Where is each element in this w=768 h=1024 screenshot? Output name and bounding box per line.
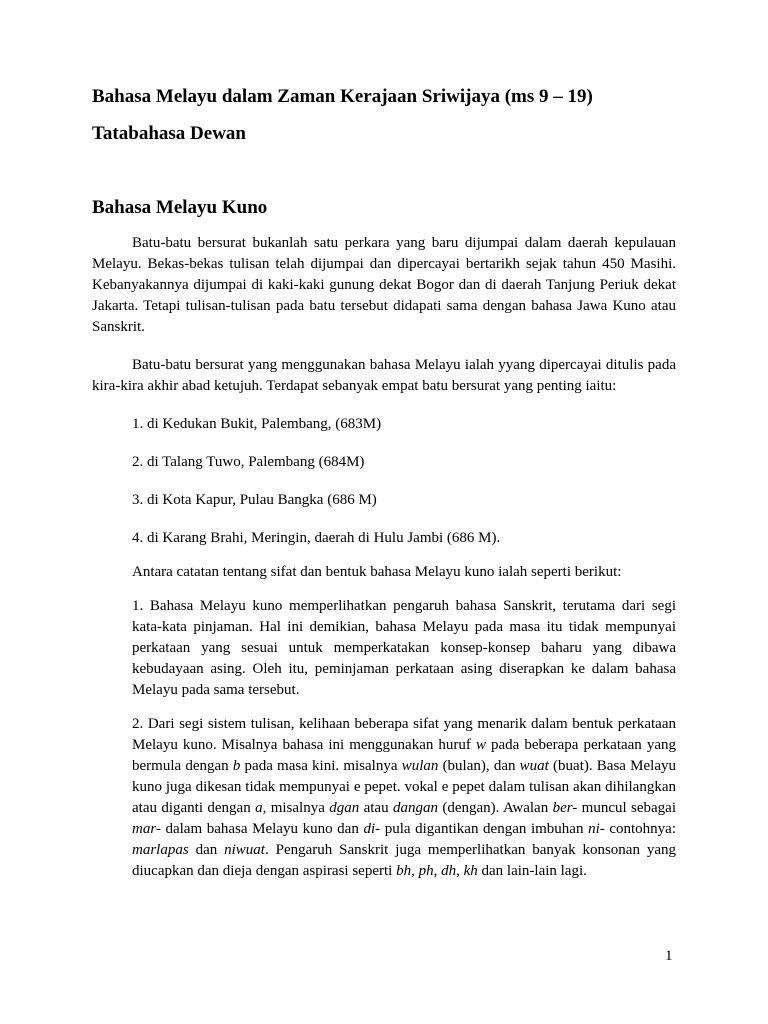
text-run: (buat). Basa Melayu kuno juga dikesan tidak mempunyai e pepet. vokal e pepet dalam tulisan akan dihilangkan atau diganti dengan [132,758,676,816]
traits-intro: Antara catatan tentang sifat dan bentuk bahasa Melayu kuno ialah seperti berikut: [132,564,622,580]
text-run: , [433,863,442,879]
text-run: pada masa kini. misalnya [240,758,402,774]
italic-term: wulan [401,758,439,774]
italic-term: ni- [588,821,605,837]
text-run: atau [359,800,393,816]
italic-term: bh [396,863,412,879]
text-run: 2. Dari segi sistem tulisan, kelihaan beberapa sifat yang menarik dalam bentuk perkataan Melayu kuno. Misalnya bahasa ini menggunakan huruf [132,716,676,753]
text-run: . Pengaruh Sanskrit juga memperlihatkan banyak konsonan yang diucapkan dan dieja dengan aspirasi seperti [132,842,676,879]
list-item: 1. di Kedukan Bukit, Palembang, (683M) [132,416,382,432]
italic-term: a [255,800,263,816]
italic-term: wuat [519,758,549,774]
italic-term: dangan [392,800,438,816]
text-run: , [456,863,464,879]
text-run: dan lain-lain lagi. [477,863,587,879]
italic-term: marlapas [132,842,189,858]
text-run: contohnya: [604,821,677,837]
text-run: pada beberapa perkataan yang bermula dengan [132,737,676,774]
list-item: 4. di Karang Brahi, Meringin, daerah di Hulu Jambi (686 M). [132,530,501,546]
italic-term: niwuat [224,842,265,858]
body-paragraph: Batu-batu bersurat bukanlah satu perkara yang baru dijumpai dalam daerah kepulauan Melayu. Bekas-bekas tulisan telah dijumpai dan dipercayai bertarikh sejak tahun 450 Masihi. Kebanyakannya dijumpai di kaki-kaki gunung dekat Bogor dan di daerah Tanjung Periuk dekat Jakarta. Tetapi tulisan-tulisan pada batu tersebut didapati sama dengan bahasa Jawa Kuno atau Sanskrit. [92,235,676,335]
text-run: , [411,863,419,879]
body-paragraph: Batu-batu bersurat yang menggunakan bahasa Melayu ialah yyang dipercayai ditulis pada kira-kira akhir abad ketujuh. Terdapat sebanyak empat batu bersurat yang penting iaitu: [92,357,676,394]
italic-term: ph [418,863,434,879]
italic-term: w [475,737,486,753]
italic-term: mar- [132,821,161,837]
text-run: dalam bahasa Melayu kuno dan [160,821,364,837]
italic-term: kh [463,863,478,879]
italic-term: di- [363,821,381,837]
italic-term: b [232,758,241,774]
section-heading: Bahasa Melayu Kuno [92,197,268,218]
list-item: 2. di Talang Tuwo, Palembang (684M) [132,454,365,470]
document-subtitle: Tatabahasa Dewan [92,123,246,144]
trait-item: 1. Bahasa Melayu kuno memperlihatkan pengaruh bahasa Sanskrit, terutama dari segi kata-kata pinjaman. Hal ini demikian, bahasa Melayu pada masa itu tidak mempunyai perkataan yang sesuai untuk memperkatakan konsep-konsep baharu yang dibawa kebudayaan asing. Oleh itu, peminjaman perkataan asing diserapkan ke dalam bahasa Melayu pada sama tersebut. [132,598,676,698]
italic-term: ber- [552,800,578,816]
text-run: (dengan). Awalan [437,800,553,816]
text-run: dan [188,842,225,858]
document-page [92,86,676,882]
text-run: (bulan), dan [438,758,520,774]
list-item: 3. di Kota Kapur, Pulau Bangka (686 M) [132,492,377,508]
text-run: muncul sebagai [577,800,677,816]
trait-item [132,714,676,882]
italic-term: dh [441,863,457,879]
page-number: 1 [665,948,673,964]
document-title: Bahasa Melayu dalam Zaman Kerajaan Sriwijaya (ms 9 – 19) [92,86,593,107]
text-run: pula digantikan dengan imbuhan [380,821,589,837]
text-run: , misalnya [262,800,330,816]
italic-term: dgan [329,800,360,816]
